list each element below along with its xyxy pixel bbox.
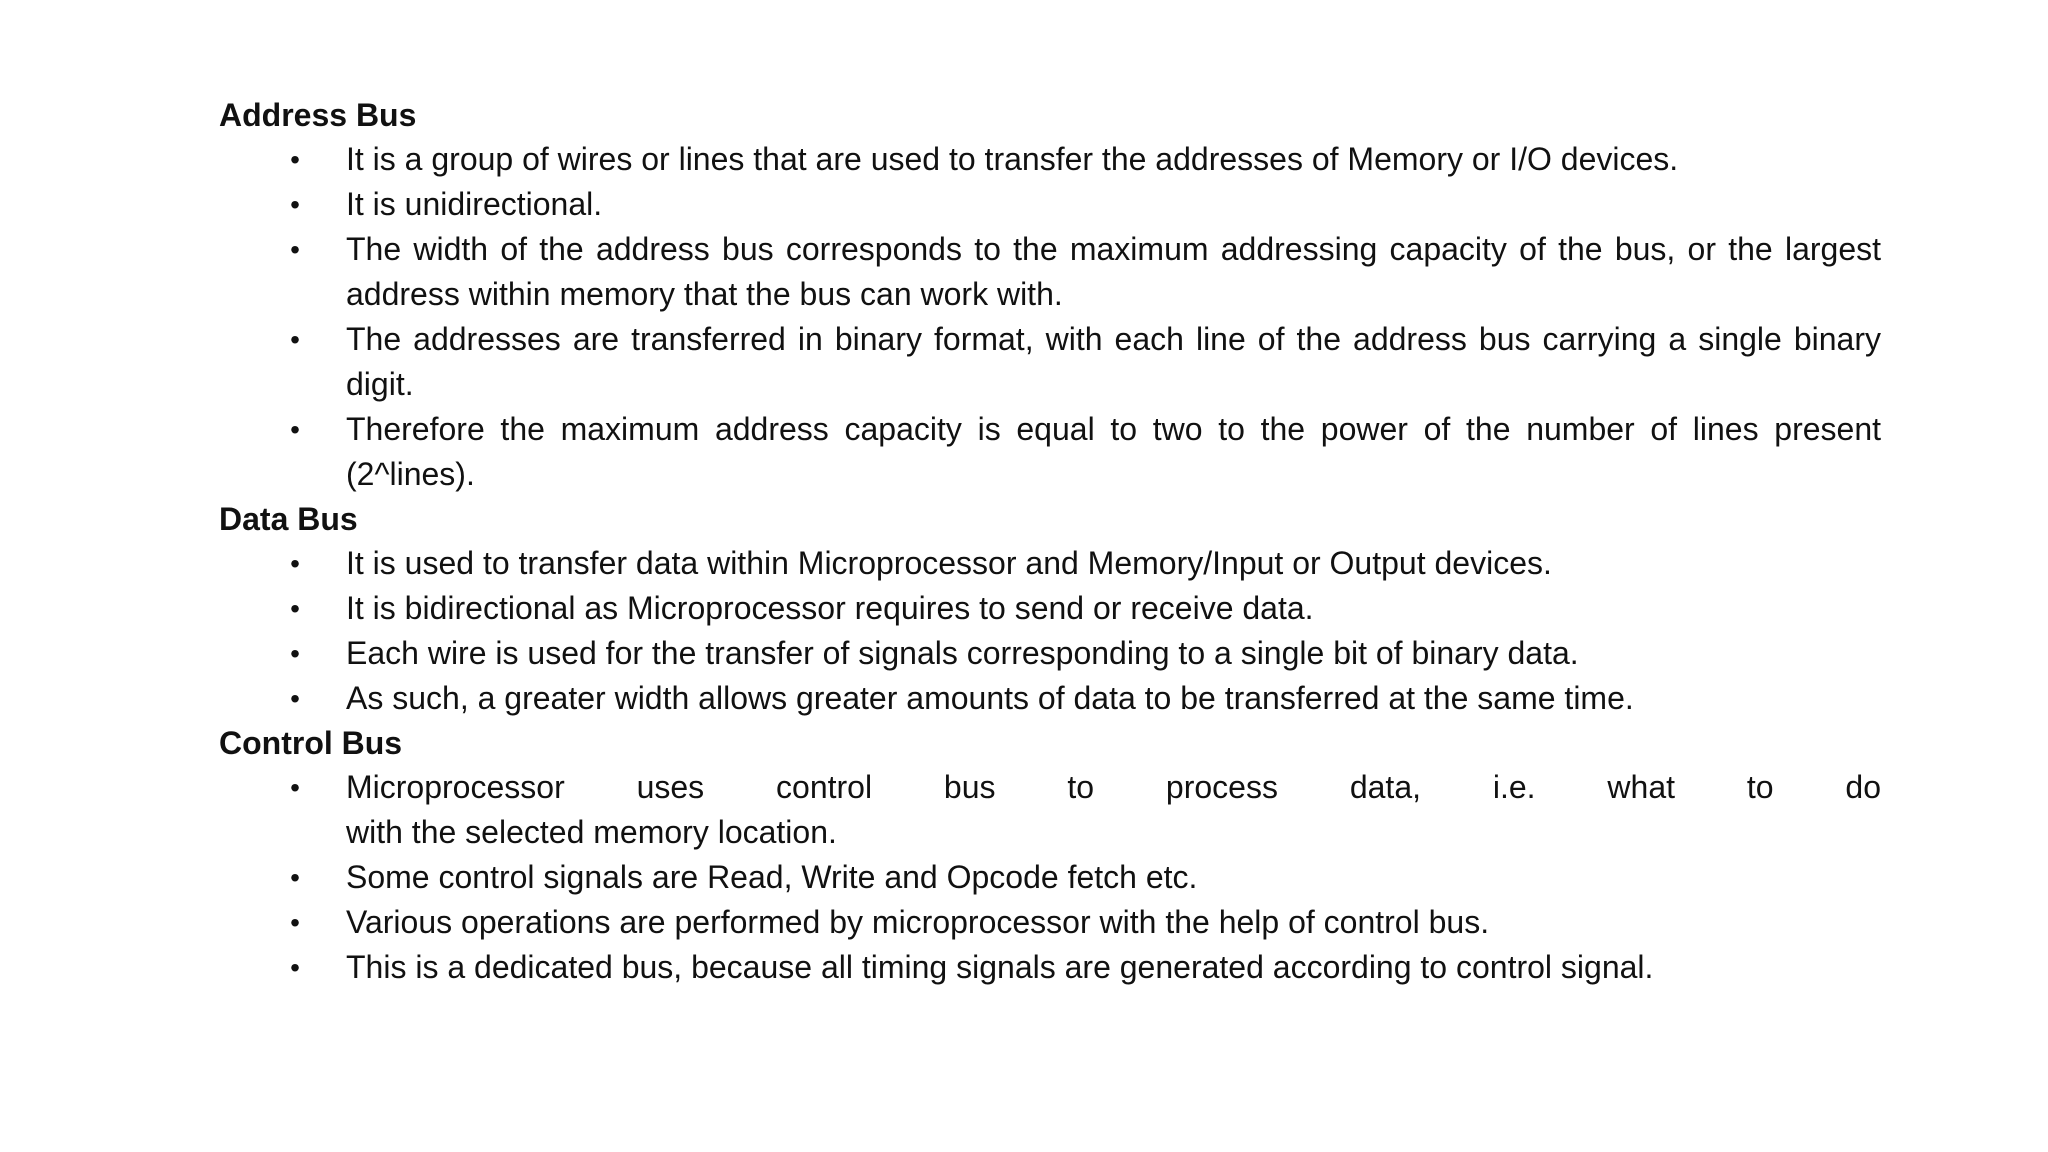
- list-item: [219, 137, 1881, 182]
- list-item-text: This is a dedicated bus, because all timing signals are generated according to control signal.: [346, 949, 1654, 985]
- list-item-text: As such, a greater width allows greater amounts of data to be transferred at the same time.: [346, 680, 1634, 716]
- bullet-icon: •: [290, 234, 300, 265]
- list-item: [219, 900, 1881, 945]
- bullet-icon: •: [290, 638, 300, 669]
- list-item: [219, 586, 1881, 631]
- list-item: [219, 855, 1881, 900]
- list-item: [219, 631, 1881, 676]
- bullet-icon: •: [290, 772, 300, 803]
- list-item-text: Various operations are performed by microprocessor with the help of control bus.: [346, 904, 1490, 940]
- list-item-text: It is used to transfer data within Microprocessor and Memory/Input or Output devices.: [346, 545, 1552, 581]
- address-bus-list: [219, 137, 1881, 497]
- list-item: [219, 765, 1881, 855]
- list-item: [219, 182, 1881, 227]
- bullet-icon: •: [290, 414, 300, 445]
- list-item-text: It is bidirectional as Microprocessor requires to send or receive data.: [346, 590, 1314, 626]
- bullet-icon: •: [290, 324, 300, 355]
- list-item-text: It is unidirectional.: [346, 186, 603, 222]
- list-item: [219, 945, 1881, 990]
- list-item: [219, 317, 1881, 407]
- list-item-text: Some control signals are Read, Write and Opcode fetch etc.: [346, 859, 1198, 895]
- list-item: [219, 676, 1881, 721]
- section-heading-data-bus: Data Bus: [219, 501, 358, 537]
- bullet-icon: •: [290, 144, 300, 175]
- bullet-icon: •: [290, 593, 300, 624]
- bullet-icon: •: [290, 548, 300, 579]
- bullet-icon: •: [290, 189, 300, 220]
- list-item-text: Microprocessor uses control bus to process data, i.e. what to do: [346, 769, 1881, 805]
- bullet-icon: •: [290, 952, 300, 983]
- list-item-text: Therefore the maximum address capacity is equal to two to the power of the number of lines present (2^lines).: [346, 411, 1881, 492]
- bullet-icon: •: [290, 862, 300, 893]
- section-heading-address-bus: Address Bus: [219, 97, 417, 133]
- bullet-icon: •: [290, 683, 300, 714]
- document-page: [219, 93, 1881, 990]
- list-item: [219, 407, 1881, 497]
- list-item: [219, 227, 1881, 317]
- list-item-text: Each wire is used for the transfer of signals corresponding to a single bit of binary data.: [346, 635, 1579, 671]
- control-bus-list: [219, 765, 1881, 990]
- list-item-text: The width of the address bus corresponds to the maximum addressing capacity of the bus, or the largest address within memory that the bus can work with.: [346, 231, 1881, 312]
- section-heading-control-bus: Control Bus: [219, 725, 403, 761]
- list-item: [219, 541, 1881, 586]
- list-item-text-continued: with the selected memory location.: [346, 814, 837, 850]
- list-item-text: The addresses are transferred in binary format, with each line of the address bus carrying a single binary digit.: [346, 321, 1881, 402]
- data-bus-list: [219, 541, 1881, 721]
- bullet-icon: •: [290, 907, 300, 938]
- list-item-text: It is a group of wires or lines that are used to transfer the addresses of Memory or I/O devices.: [346, 141, 1679, 177]
